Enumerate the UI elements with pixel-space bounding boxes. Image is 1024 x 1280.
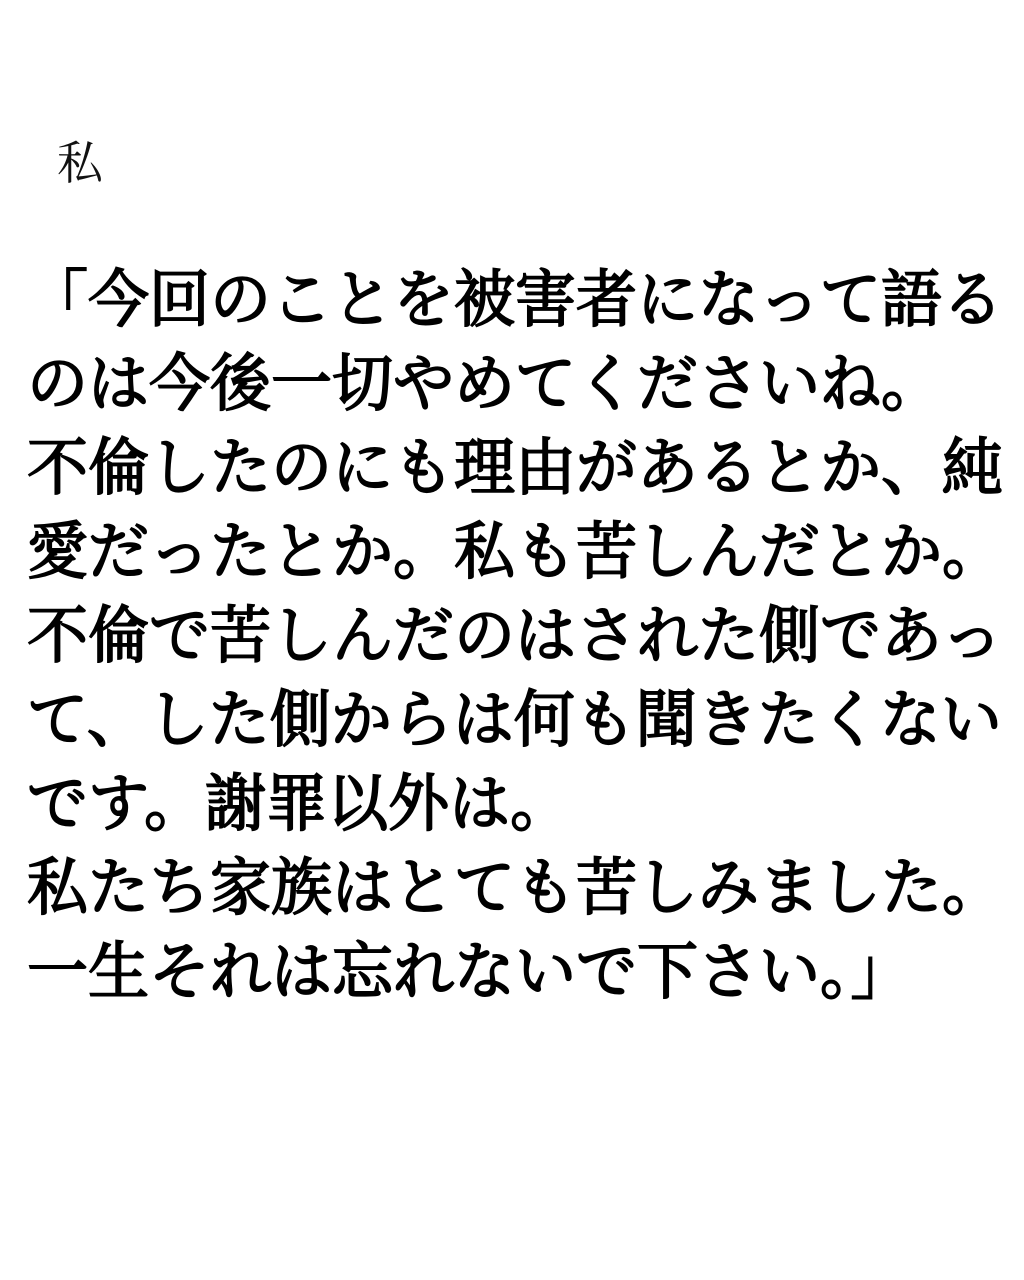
quote-line: のは今後一切やめてくださいね。 bbox=[27, 348, 943, 421]
quote-line: 一生それは忘れないで下さい。」 bbox=[27, 936, 912, 1009]
quote-block bbox=[27, 258, 1007, 1014]
quote-line: 不倫したのにも理由があるとか、純 bbox=[27, 432, 1004, 505]
quote-line: 愛だったとか。私も苦しんだとか。 bbox=[27, 516, 1004, 589]
speaker-label: 私 bbox=[57, 136, 103, 190]
quote-line: 不倫で苦しんだのはされた側であっ bbox=[27, 600, 1003, 673]
quote-line: 「今回のことを被害者になって語る bbox=[27, 264, 1004, 337]
quote-line: 私たち家族はとても苦しみました。 bbox=[27, 852, 1004, 925]
quote-line: です。謝罪以外は。 bbox=[27, 768, 572, 841]
quote-line: て、した側からは何も聞きたくない bbox=[27, 684, 1002, 757]
